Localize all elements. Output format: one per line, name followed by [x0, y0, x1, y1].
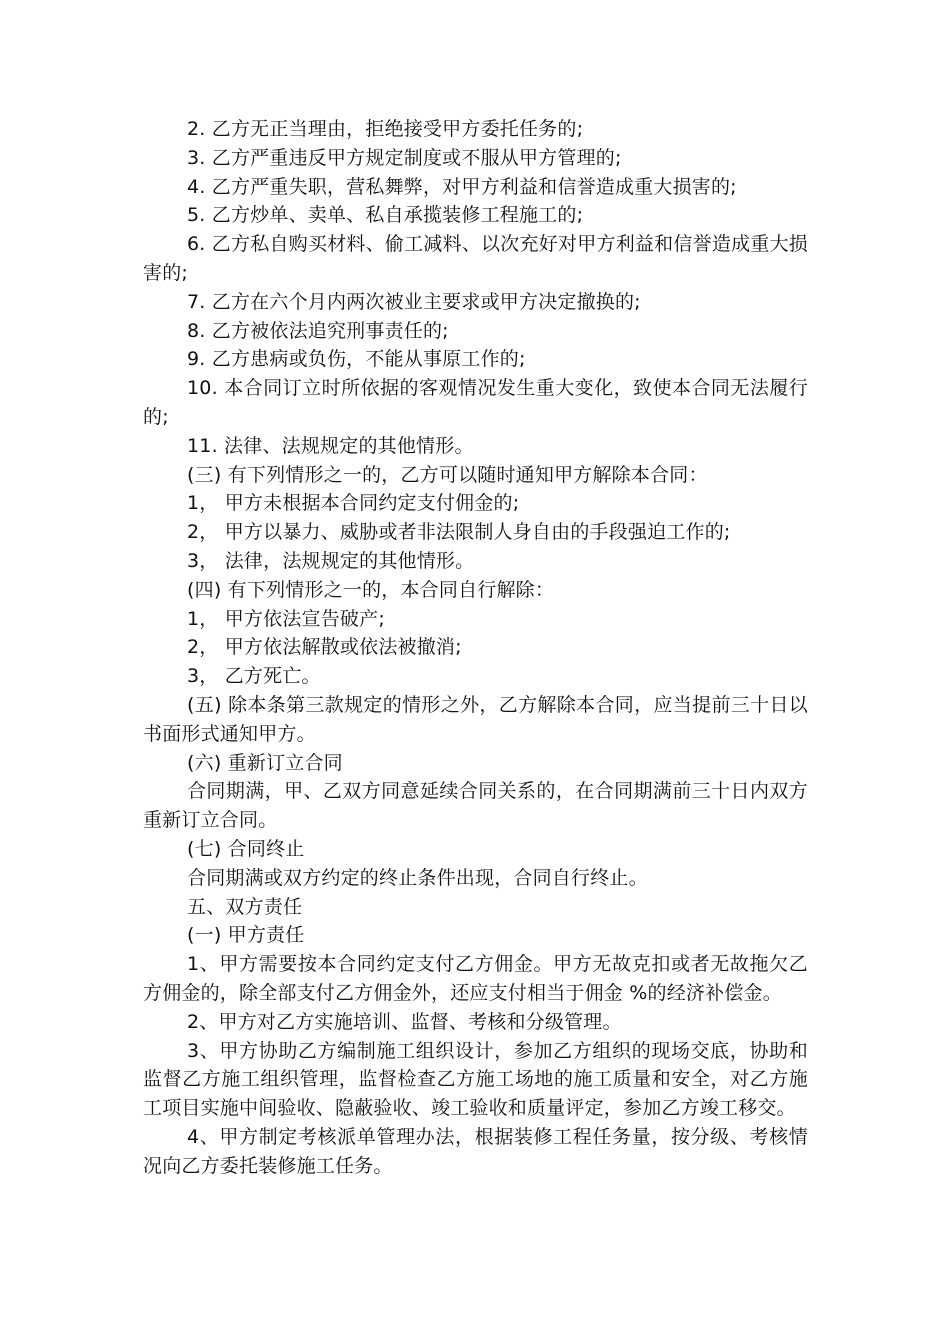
paragraph: 1， 甲方依法宣告破产;	[187, 607, 385, 630]
paragraph: 3， 乙方死亡。	[187, 665, 321, 688]
paragraph: 3、甲方协助乙方编制施工组织设计，参加乙方组织的现场交底，协助和监督乙方施工组织管理，监督检查乙方施工场地的施工质量和安全，对乙方施工项目实施中间验收、隐蔽验收、竣工验收和质量评定，参加乙方竣工移交。	[143, 1039, 808, 1120]
paragraph: (三) 有下列情形之一的，乙方可以随时通知甲方解除本合同：	[187, 463, 708, 486]
paragraph: 11. 法律、法规规定的其他情形。	[187, 434, 474, 457]
paragraph: 8. 乙方被依法追究刑事责任的;	[187, 319, 449, 342]
paragraph: 2、甲方对乙方实施培训、监督、考核和分级管理。	[187, 1010, 622, 1033]
paragraph: 合同期满或双方约定的终止条件出现，合同自行终止。	[187, 866, 648, 889]
paragraph: 6. 乙方私自购买材料、偷工减料、以次充好对甲方利益和信誉造成重大损害的;	[143, 233, 808, 284]
subsection-heading: (一) 甲方责任	[187, 924, 305, 947]
paragraph: 2. 乙方无正当理由，拒绝接受甲方委托任务的;	[187, 118, 584, 140]
paragraph: 10. 本合同订立时所依据的客观情况发生重大变化，致使本合同无法履行的;	[143, 377, 808, 428]
document-page	[143, 115, 808, 1180]
paragraph: (七) 合同终止	[187, 837, 305, 860]
paragraph: 3， 法律，法规规定的其他情形。	[187, 549, 475, 572]
paragraph: 5. 乙方炒单、卖单、私自承揽装修工程施工的;	[187, 204, 584, 227]
paragraph: (四) 有下列情形之一的，本合同自行解除：	[187, 578, 555, 601]
paragraph: (五) 除本条第三款规定的情形之外，乙方解除本合同，应当提前三十日以书面形式通知甲方。	[143, 693, 808, 745]
paragraph: 7. 乙方在六个月内两次被业主要求或甲方决定撤换的;	[187, 290, 641, 313]
paragraph: 4、甲方制定考核派单管理办法，根据装修工程任务量，按分级、考核情况向乙方委托装修施工任务。	[143, 1125, 808, 1177]
paragraph: (六) 重新订立合同	[187, 751, 343, 774]
paragraph: 3. 乙方严重违反甲方规定制度或不服从甲方管理的;	[187, 146, 622, 169]
paragraph: 9. 乙方患病或负伤，不能从事原工作的;	[187, 348, 526, 371]
paragraph: 合同期满，甲、乙双方同意延续合同关系的，在合同期满前三十日内双方重新订立合同。	[143, 780, 808, 832]
paragraph: 4. 乙方严重失职，营私舞弊，对甲方利益和信誉造成重大损害的;	[187, 175, 737, 198]
paragraph: 1， 甲方未根据本合同约定支付佣金的;	[187, 492, 520, 515]
paragraph: 2， 甲方依法解散或依法被撤消;	[187, 636, 462, 659]
paragraph: 1、甲方需要按本合同约定支付乙方佣金。甲方无故克扣或者无故拖欠乙方佣金的，除全部支付乙方佣金外，还应支付相当于佣金 %的经济补偿金。	[143, 953, 808, 1004]
section-heading: 五、双方责任	[187, 895, 303, 918]
paragraph: 2， 甲方以暴力、威胁或者非法限制人身自由的手段强迫工作的;	[187, 521, 731, 544]
